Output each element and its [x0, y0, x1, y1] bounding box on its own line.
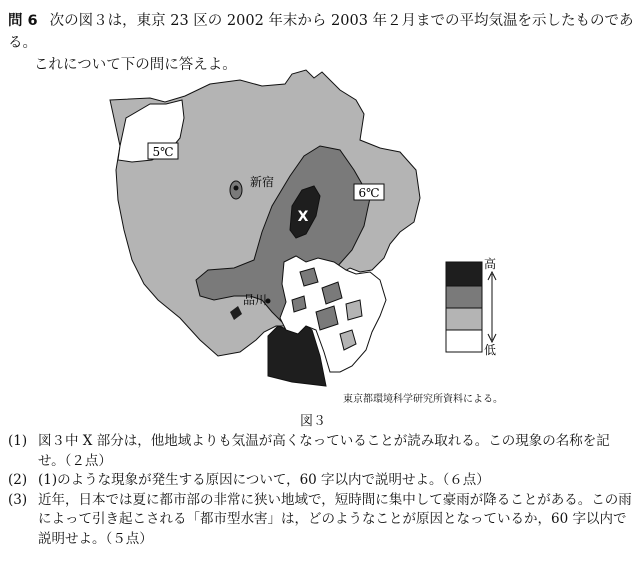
- label-6c: 6℃: [358, 186, 380, 200]
- sub-question-2: [8, 471, 636, 491]
- sub-question-1: [8, 432, 636, 471]
- sub-question-2-text: (1)のような現象が発生する原因について，60 字以内で説明せよ。（６点）: [38, 472, 490, 488]
- island-4: [346, 300, 362, 320]
- sub-question-2-label: (2): [8, 472, 28, 488]
- legend-level-2: [446, 286, 482, 308]
- legend: [446, 256, 496, 357]
- sub-question-list: [8, 432, 636, 549]
- legend-level-3: [446, 308, 482, 330]
- question-number: 問 6: [8, 13, 38, 29]
- legend-low: 低: [484, 343, 497, 357]
- legend-level-4: [446, 330, 482, 352]
- label-shinjuku: 新宿: [250, 175, 275, 189]
- sub-question-1-label: (1): [8, 433, 28, 449]
- question-text-line1: 次の図３は，東京 23 区の 2002 年末から 2003 年２月までの平均気温を示したものである。: [8, 13, 634, 51]
- shinjuku-dot: [234, 186, 239, 191]
- map-source: 東京都環境科学研究所資料による。: [343, 394, 503, 405]
- sub-question-3: [8, 491, 636, 550]
- legend-level-1: [446, 262, 482, 286]
- label-shinagawa: 品川: [243, 293, 268, 307]
- sub-question-3-text: 近年，日本では夏に都市部の非常に狭い地域で，短時間に集中して豪雨が降ることがある。この雨によって引き起こされる「都市型水害」は，どのようなことが原因となっているか，60 字以内で説明せよ。（５点）: [38, 491, 632, 547]
- legend-high: 高: [484, 257, 497, 271]
- sub-question-1-text: 図３中 X 部分は，他地域よりも気温が高くなっていることが読み取れる。この現象の名称を記せ。（２点）: [38, 433, 610, 469]
- question-text-line2: これについて下の問に答えよ。: [34, 57, 237, 73]
- sub-question-3-label: (3): [8, 491, 28, 508]
- figure-caption: 図３: [300, 414, 327, 429]
- label-5c: 5℃: [152, 145, 174, 159]
- label-x: X: [297, 209, 309, 225]
